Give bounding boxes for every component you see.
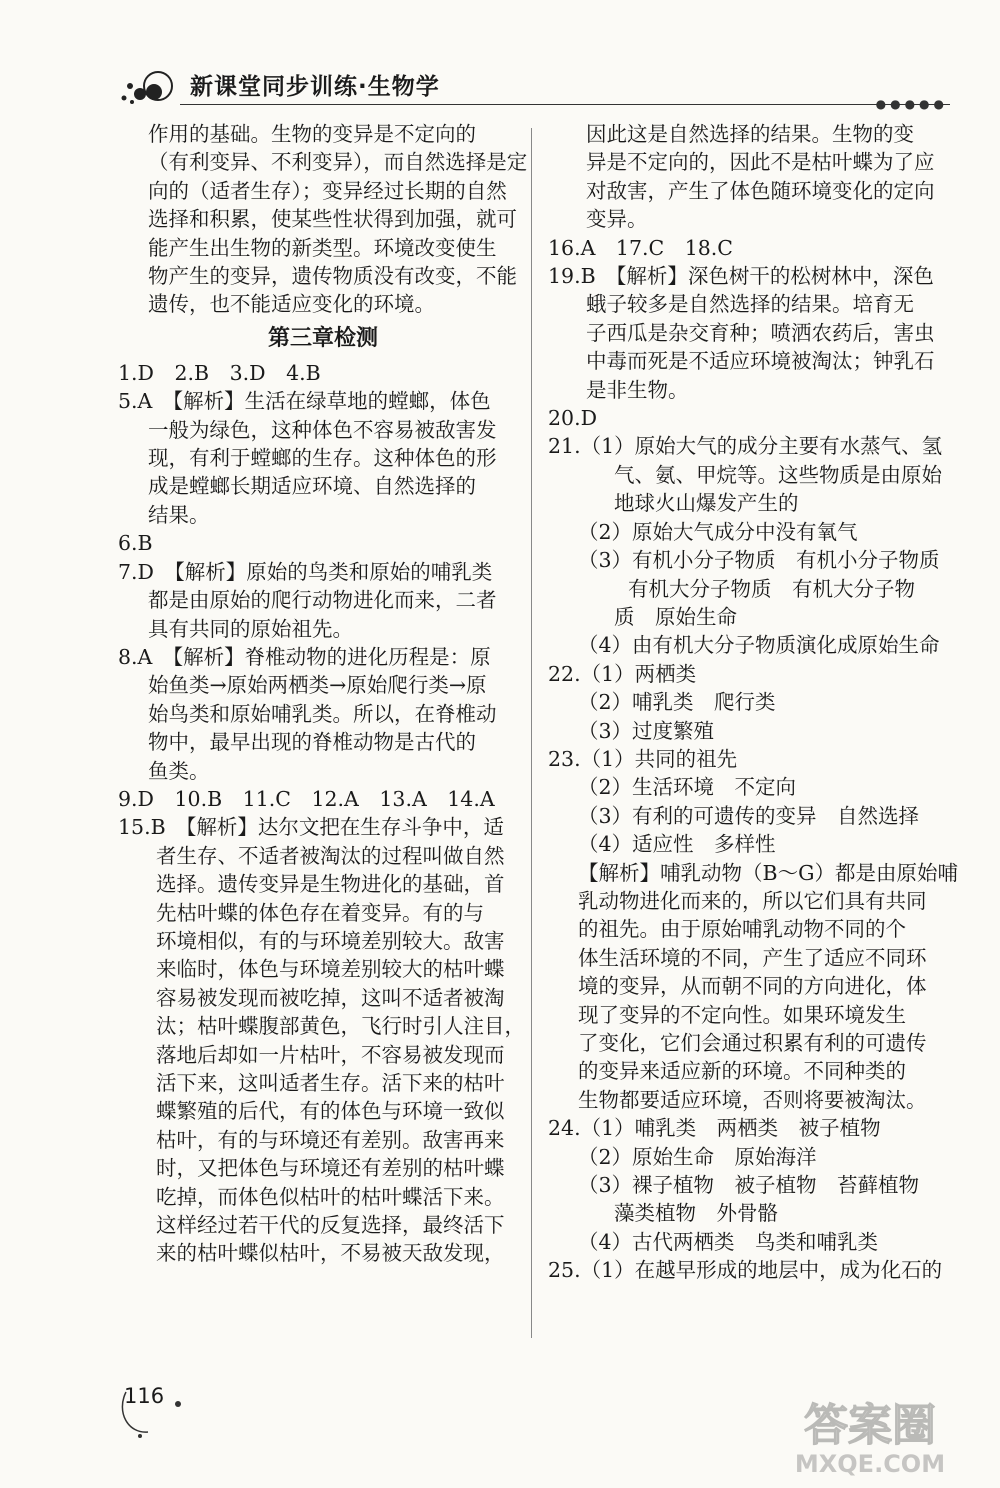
section-heading: 第三章检测 [267, 325, 378, 351]
text-line: 作用的基础。生物的变异是不定向的 [148, 122, 476, 146]
text-line: 结果。 [148, 502, 210, 527]
text-line: （2）原始大气成分中没有氧气 [578, 519, 858, 544]
text-line: 的变异来适应新的环境。不同种类的 [578, 1059, 906, 1084]
text-line: 落地后却如一片枯叶，不容易被发现而 [156, 1042, 505, 1067]
text-line: （2）原始生命 原始海洋 [578, 1144, 817, 1169]
text-line: 藻类植物 外骨骼 [614, 1201, 778, 1226]
text-line: 活下来，这叫适者生存。活下来的枯叶 [156, 1071, 505, 1095]
text-line: 中毒而死是不适应环境被淘汰；钟乳石 [586, 349, 935, 374]
text-line: 向的（适者生存）；变异经过长期的自然 [148, 178, 507, 203]
text-line: 现，有利于螳螂的生存。这种体色的形 [148, 446, 497, 471]
text-line: 吃掉，而体色似枯叶的枯叶蝶活下来。 [156, 1184, 505, 1209]
watermark [750, 1390, 980, 1478]
text-line: （3）裸子植物 被子植物 苔藓植物 [578, 1173, 920, 1198]
text-line: （3）过度繁殖 [578, 718, 715, 743]
answer-line: 1.D 2.B 3.D 4.B [118, 360, 321, 385]
text-line: 这样经过若干代的反复选择，最终活下 [156, 1213, 505, 1238]
text-line: 物中，最早出现的脊椎动物是古代的 [148, 730, 476, 755]
text-line: 蛾子较多是自然选择的结果。培育无 [586, 292, 914, 317]
text-line: 是非生物。 [586, 377, 689, 402]
text-line: （3）有利的可遗传的变异 自然选择 [578, 803, 920, 828]
page-number-badge [118, 1382, 188, 1442]
text-line: 子西瓜是杂交育种；喷洒农药后，害虫 [586, 320, 935, 345]
answer-line: 5.A 【解析】生活在绿草地的螳螂，体色 [118, 389, 491, 414]
text-line: （2）生活环境 不定向 [578, 775, 797, 800]
text-line: 始鱼类→原始两栖类→原始爬行类→原 [148, 673, 487, 698]
text-line: 对敌害，产生了体色随环境变化的定向 [586, 178, 935, 203]
text-line: 变异。 [586, 207, 648, 232]
text-line: （4）由有机大分子物质演化成原始生命 [578, 633, 940, 658]
text-line: 的祖先。由于原始哺乳动物不同的个 [578, 917, 906, 942]
text-line: 生物都要适应环境，否则将要被淘汰。 [578, 1087, 927, 1112]
text-line: 【解析】哺乳动物（B～G）都是由原始哺 [578, 860, 958, 885]
text-line: 来的枯叶蝶似枯叶，不易被天敌发现， [156, 1241, 505, 1266]
text-line: 能产生出生物的新类型。环境改变使生 [148, 235, 497, 260]
text-line: 选择和积累，使某些性状得到加强，就可 [148, 207, 517, 232]
text-line: 汰；枯叶蝶腹部黄色，飞行时引人注目， [156, 1014, 525, 1039]
page-number: 116 [124, 1384, 165, 1408]
text-line: 始鸟类和原始哺乳类。所以，在脊椎动 [148, 701, 497, 726]
text-line: 者生存、不适者被淘汰的过程叫做自然 [156, 843, 505, 868]
text-line: 具有共同的原始祖先。 [148, 616, 353, 641]
answer-line: 22.（1）两栖类 [548, 661, 697, 686]
text-line: 气、氨、甲烷等。这些物质是由原始 [614, 462, 942, 487]
answer-line: 21.（1）原始大气的成分主要有水蒸气、氢 [548, 434, 943, 459]
text-line: 遗传，也不能适应变化的环境。 [148, 292, 435, 317]
text-line: 因此这是自然选择的结果。生物的变 [586, 122, 914, 146]
text-line: 枯叶，有的与环境还有差别。敌害再来 [156, 1127, 505, 1152]
answer-line: 23.（1）共同的祖先 [548, 746, 738, 771]
left-column [118, 120, 528, 1268]
answer-line: 7.D 【解析】原始的鸟类和原始的哺乳类 [118, 559, 493, 584]
text-line: 都是由原始的爬行动物进化而来，二者 [148, 588, 497, 613]
answer-line: 9.D 10.B 11.C 12.A 13.A 14.A [118, 786, 495, 811]
text-line: 体生活环境的不同，产生了适应不同环 [578, 945, 927, 970]
text-line: 有机大分子物质 有机大分子物 [628, 576, 915, 601]
text-line: 鱼类。 [148, 758, 210, 783]
svg-text:MXQE.COM: MXQE.COM [794, 1450, 946, 1478]
text-line: （4）适应性 多样性 [578, 832, 776, 857]
text-line: 先枯叶蝶的体色存在着变异。有的与 [156, 900, 484, 925]
header-dots: ●●●●● [875, 97, 948, 111]
text-line: （有利变异、不利变异），而自然选择是定 [148, 150, 528, 175]
text-line: 地球火山爆发产生的 [614, 491, 799, 516]
book-logo-icon [118, 68, 180, 108]
header-rule [180, 104, 950, 105]
text-line: 来临时，体色与环境差别较大的枯叶蝶 [156, 957, 505, 982]
answer-line: 15.B 【解析】达尔文把在生存斗争中，适 [118, 815, 504, 840]
text-line: 蝶繁殖的后代，有的体色与环境一致似 [156, 1099, 505, 1124]
page-header [118, 60, 948, 110]
answer-line: 16.A 17.C 18.C [548, 235, 733, 260]
text-line: 乳动物进化而来的，所以它们具有共同 [578, 888, 927, 913]
right-column [548, 120, 958, 1285]
text-line: 质 原始生命 [614, 604, 737, 629]
answer-line: 19.B 【解析】深色树干的松树林中，深色 [548, 264, 934, 289]
text-line: 一般为绿色，这种体色不容易被敌害发 [148, 417, 497, 442]
text-line: （3）有机小分子物质 有机小分子物质 [578, 548, 940, 573]
book-title: 新课堂同步训练·生物学 [190, 74, 440, 100]
text-line: 成是螳螂长期适应环境、自然选择的 [148, 474, 476, 499]
watermark-logo-icon [750, 1390, 980, 1478]
text-line: （2）哺乳类 爬行类 [578, 690, 776, 715]
svg-text:答案圈: 答案圈 [804, 1400, 936, 1451]
text-line: （4）古代两栖类 鸟类和哺乳类 [578, 1229, 879, 1254]
answer-line: 24.（1）哺乳类 两栖类 被子植物 [548, 1116, 881, 1141]
answer-line: 6.B [118, 531, 153, 556]
text-line: 异是不定向的，因此不是枯叶蝶为了应 [586, 150, 935, 175]
answer-line: 8.A 【解析】脊椎动物的进化历程是：原 [118, 644, 491, 669]
column-divider [531, 128, 532, 1338]
text-line: 现了变异的不定向性。如果环境发生 [578, 1002, 906, 1027]
text-line: 了变化，它们会通过积累有利的可遗传 [578, 1031, 927, 1055]
text-line: 环境相似，有的与环境差别较大。敌害 [156, 928, 505, 953]
text-line: 选择。遗传变异是生物进化的基础，首 [156, 872, 505, 897]
text-line: 容易被发现而被吃掉，这叫不适者被淘 [156, 985, 505, 1010]
answer-line: 20.D [548, 406, 598, 431]
text-line: 时，又把体色与环境还有差别的枯叶蝶 [156, 1156, 505, 1181]
answer-line: 25.（1）在越早形成的地层中，成为化石的 [548, 1258, 943, 1283]
text-line: 境的变异，从而朝不同的方向进化，体 [578, 974, 927, 999]
text-line: 物产生的变异，遗传物质没有改变，不能 [148, 264, 517, 289]
